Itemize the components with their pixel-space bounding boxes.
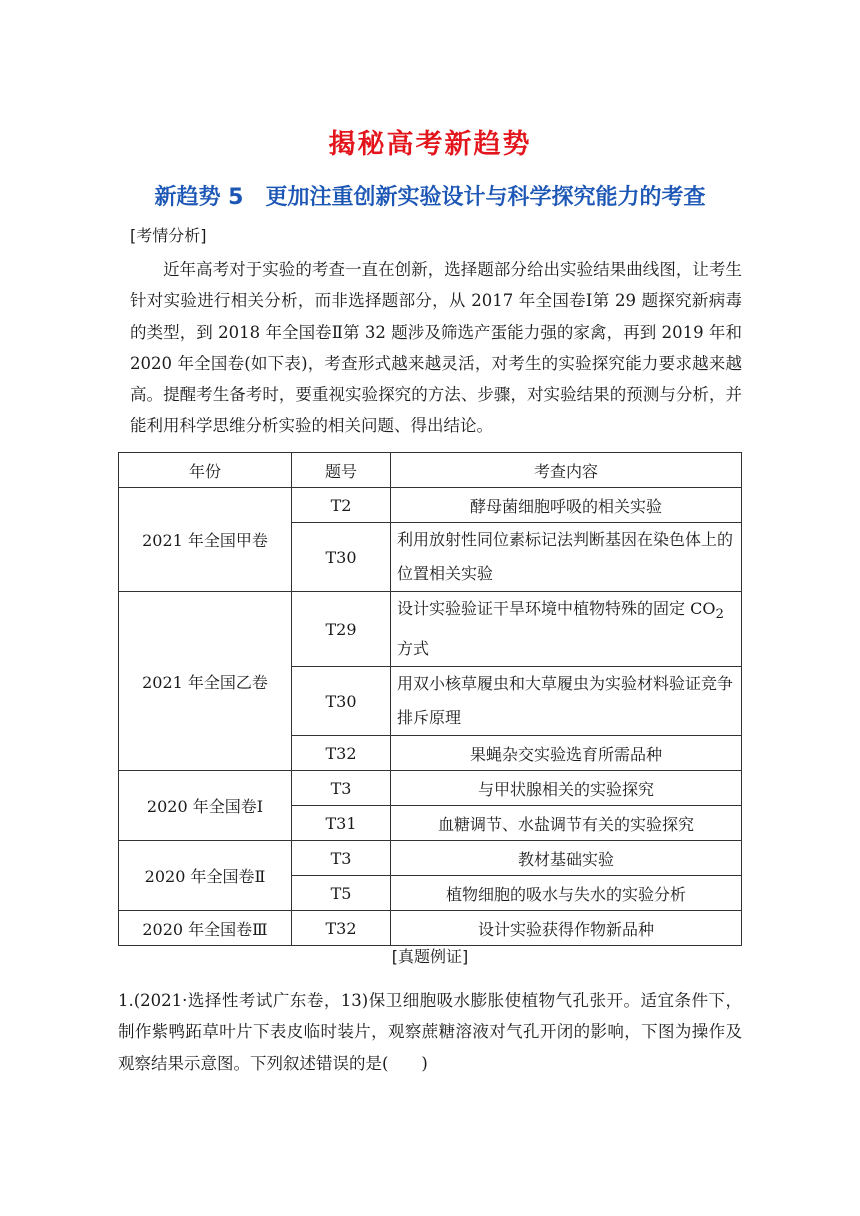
content-cell: 果蝇杂交实验选育所需品种 — [391, 736, 742, 771]
content-cell: 用双小核草履虫和大草履虫为实验材料验证竞争排斥原理 — [391, 667, 742, 736]
question-cell: T5 — [292, 876, 391, 911]
table-row — [119, 592, 742, 667]
table-row — [119, 488, 742, 523]
question-cell: T3 — [292, 841, 391, 876]
intro-paragraph: 近年高考对于实验的考查一直在创新，选择题部分给出实验结果曲线图，让考生针对实验进行相关分析，而非选择题部分，从 2017 年全国卷Ⅰ第 29 题探究新病毒的类型，到 2018 年全国卷Ⅱ第 32 题涉及筛选产蛋能力强的家禽，再到 2019 年和 2020 年全国卷(如下表)，考查形式越来越灵活，对考生的实验探究能力要求越来越高。提醒考生备考时，要重视实验探究的方法、步骤，对实验结果的预测与分析，并能利用科学思维分析实验的相关问题、得出结论。 — [130, 260, 742, 436]
section-subtitle: 新趋势 5 更加注重创新实验设计与科学探究能力的考查 — [154, 185, 706, 210]
header-question: 题号 — [292, 453, 391, 488]
question-cell: T31 — [292, 806, 391, 841]
content-cell: 教材基础实验 — [391, 841, 742, 876]
content-cell: 设计实验获得作物新品种 — [391, 911, 742, 946]
year-cell: 2020 年全国卷Ⅲ — [119, 911, 292, 946]
content-cell: 植物细胞的吸水与失水的实验分析 — [391, 876, 742, 911]
table-row — [119, 841, 742, 876]
question-cell: T30 — [292, 523, 391, 592]
content-text: 方式 — [397, 639, 430, 659]
content-cell: 血糖调节、水盐调节有关的实验探究 — [391, 806, 742, 841]
analysis-label: [考情分析] — [130, 226, 207, 245]
question-cell: T29 — [292, 592, 391, 667]
exam-table — [118, 452, 742, 946]
content-cell — [391, 592, 742, 667]
question-cell: T32 — [292, 736, 391, 771]
year-cell: 2021 年全国乙卷 — [119, 592, 292, 771]
question-text: 1.(2021·选择性考试广东卷，13)保卫细胞吸水膨胀使植物气孔张开。适宜条件下，制作紫鸭跖草叶片下表皮临时装片，观察蔗糖溶液对气孔开闭的影响，下图为操作及观察结果示意图。下列叙述错误的是( ) — [118, 991, 742, 1073]
table-row — [119, 911, 742, 946]
question-cell: T30 — [292, 667, 391, 736]
page-title: 揭秘高考新趋势 — [328, 129, 532, 160]
question-cell: T3 — [292, 771, 391, 806]
table-header-row — [119, 453, 742, 488]
content-text: 设计实验验证干旱环境中植物特殊的固定 CO — [397, 599, 716, 618]
year-cell: 2020 年全国卷Ⅱ — [119, 841, 292, 911]
subscript: 2 — [715, 607, 724, 623]
question-cell: T32 — [292, 911, 391, 946]
year-cell: 2021 年全国甲卷 — [119, 488, 292, 592]
table-row — [119, 771, 742, 806]
question-cell: T2 — [292, 488, 391, 523]
content-cell: 利用放射性同位素标记法判断基因在染色体上的位置相关实验 — [391, 523, 742, 592]
content-cell: 与甲状腺相关的实验探究 — [391, 771, 742, 806]
content-cell: 酵母菌细胞呼吸的相关实验 — [391, 488, 742, 523]
header-year: 年份 — [119, 453, 292, 488]
example-label: [真题例证] — [391, 947, 469, 966]
year-cell: 2020 年全国卷Ⅰ — [119, 771, 292, 841]
header-content: 考查内容 — [391, 453, 742, 488]
